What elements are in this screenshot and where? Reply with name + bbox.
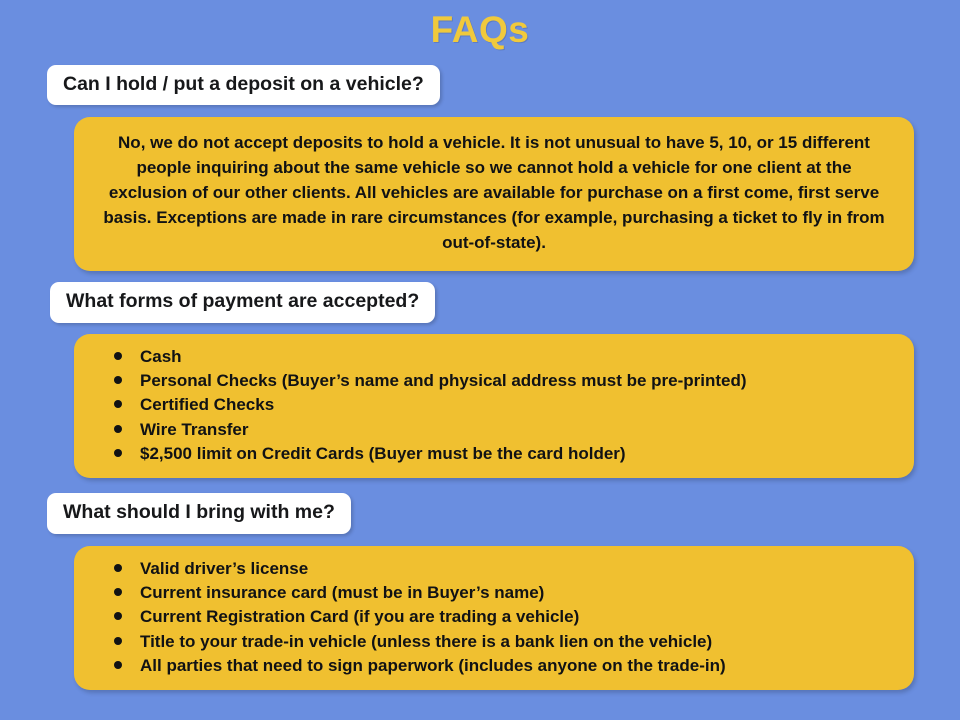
list-item — [96, 557, 892, 581]
faq-answer-3 — [74, 546, 914, 690]
bullet-icon — [114, 449, 122, 457]
list-item — [96, 442, 892, 466]
list-item-label: Certified Checks — [140, 395, 275, 415]
bullet-icon — [114, 637, 122, 645]
list-item-label: Title to your trade-in vehicle (unless there is a bank lien on the vehicle) — [140, 631, 713, 651]
faq-answer-1: No, we do not accept deposits to hold a vehicle. It is not unusual to have 5, 10, or 15 different people inquiring about the same vehicle so we cannot hold a vehicle for one client at the exclusion of our other clients. All vehicles are available for purchase on a first come, first serve basis. Exceptions are made in rare circumstances (for example, purchasing a ticket to fly in from out-of-state). — [74, 117, 914, 271]
bullet-icon — [114, 612, 122, 620]
list-item-label: Wire Transfer — [140, 419, 249, 439]
list-item — [96, 418, 892, 442]
list-item — [96, 345, 892, 369]
bullet-icon — [114, 588, 122, 596]
bullet-icon — [114, 564, 122, 572]
bullet-icon — [114, 661, 122, 669]
list-item-label: Personal Checks (Buyer’s name and physical address must be pre-printed) — [140, 371, 747, 391]
bullet-icon — [114, 400, 122, 408]
faq-question-container-2 — [0, 282, 960, 322]
list-item — [96, 630, 892, 654]
list-item-label: Current Registration Card (if you are trading a vehicle) — [140, 607, 580, 627]
faq-question-1: Can I hold / put a deposit on a vehicle? — [47, 65, 440, 105]
list-item-label: Current insurance card (must be in Buyer’s name) — [140, 583, 545, 603]
bring-with-you-list — [96, 557, 892, 678]
list-item-label: All parties that need to sign paperwork (includes anyone on the trade-in) — [140, 655, 726, 675]
list-item — [96, 581, 892, 605]
payment-methods-list — [96, 345, 892, 466]
bullet-icon — [114, 376, 122, 384]
bullet-icon — [114, 352, 122, 360]
list-item — [96, 393, 892, 417]
list-item — [96, 654, 892, 678]
bullet-icon — [114, 425, 122, 433]
faq-answer-2 — [74, 334, 914, 478]
faq-question-2: What forms of payment are accepted? — [50, 282, 435, 322]
list-item-label: $2,500 limit on Credit Cards (Buyer must be the card holder) — [140, 443, 626, 463]
faq-question-3: What should I bring with me? — [47, 493, 351, 533]
list-item — [96, 369, 892, 393]
list-item — [96, 605, 892, 629]
faq-question-container-1 — [0, 65, 960, 105]
list-item-label: Cash — [140, 346, 182, 366]
page-title: FAQs — [430, 9, 530, 50]
faq-question-container-3 — [0, 493, 960, 533]
list-item-label: Valid driver’s license — [140, 558, 309, 578]
